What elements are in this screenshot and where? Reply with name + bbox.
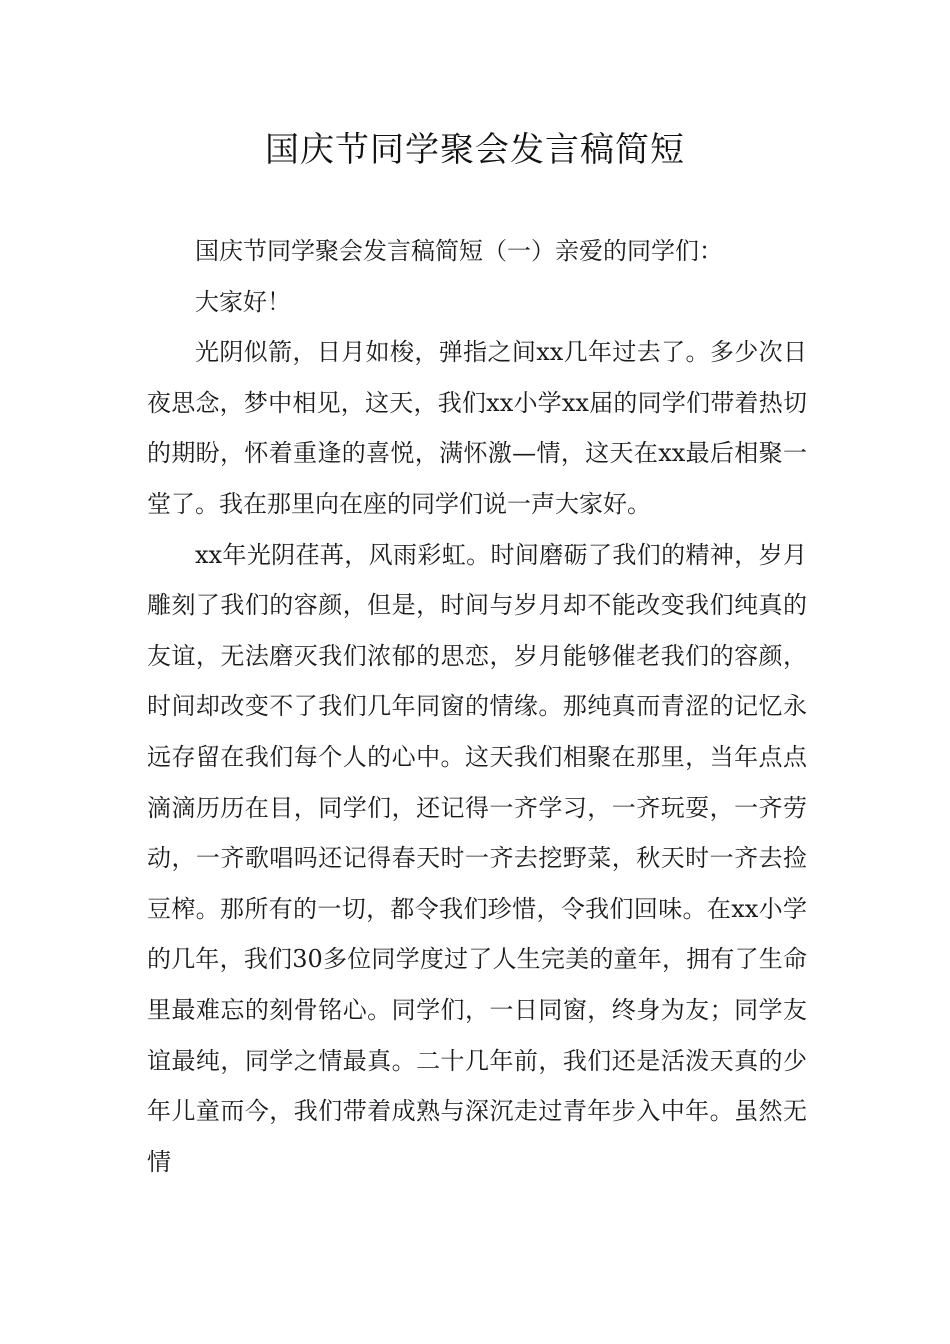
paragraph-memories: xx年光阴荏苒，风雨彩虹。时间磨砺了我们的精神，岁月雕刻了我们的容颜，但是，时间与岁月却不能改变我们纯真的友谊，无法磨灭我们浓郁的思恋，岁月能够催老我们的容颜，时间却改变不了我们几年同窗的情缘。那纯真而青涩的记忆永远存留在我们每个人的心中。这天我们相聚在那里，当年点点滴滴历历在目，同学们，还记得一齐学习，一齐玩耍，一齐劳动，一齐歌唱吗还记得春天时一齐去挖野菜，秋天时一齐去捡豆榨。那所有的一切，都令我们珍惜，令我们回味。在xx小学的几年，我们30多位同学度过了人生完美的童年，拥有了生命里最难忘的刻骨铭心。同学们，一日同窗，终身为友；同学友谊最纯，同学之情最真。二十几年前，我们还是活泼天真的少年儿童而今，我们带着成熟与深沉走过青年步入中年。虽然无情 [147, 540, 807, 1176]
document-body [147, 226, 807, 1187]
paragraph-greeting-line: 国庆节同学聚会发言稿简短（一）亲爱的同学们： [195, 237, 723, 265]
paragraph-opening: 光阴似箭，日月如梭，弹指之间xx几年过去了。多少次日夜思念，梦中相见，这天，我们xx小学xx届的同学们带着热切的期盼，怀着重逢的喜悦，满怀激—情，这天在xx最后相聚一堂了。我在那里向在座的同学们说一声大家好。 [147, 338, 807, 518]
paragraph-hello: 大家好！ [195, 287, 291, 316]
document-title: 国庆节同学聚会发言稿简短 [265, 130, 685, 170]
